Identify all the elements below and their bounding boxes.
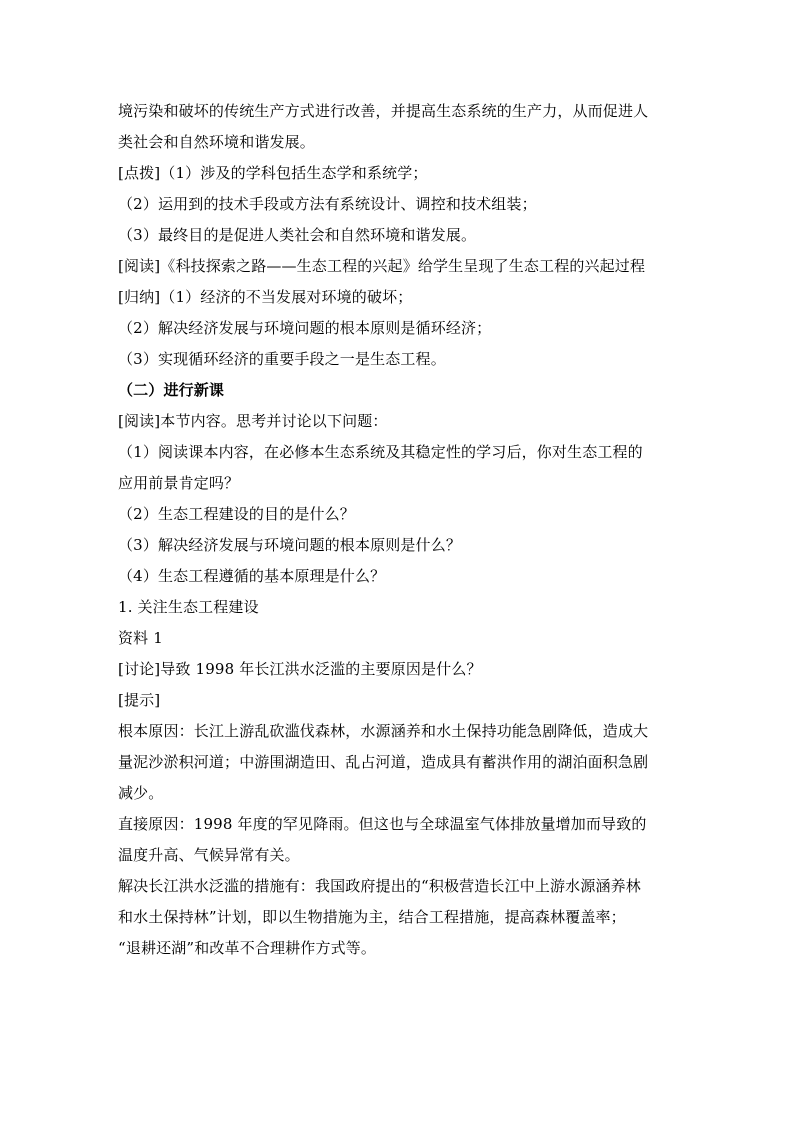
material-label: 资料 1: [118, 629, 163, 647]
question-line: 应用前景肯定吗？: [118, 474, 240, 492]
paragraph-line: 根本原因：长江上游乱砍滥伐森林，水源涵养和水土保持功能急剧降低，造成大: [118, 722, 649, 740]
document-body: [118, 96, 678, 964]
tip-label: [提示]: [118, 691, 161, 709]
paragraph-line: 和水土保持林”计划，即以生物措施为主，结合工程措施，提高森林覆盖率；: [118, 908, 626, 926]
paragraph-line: 直接原因：1998 年度的罕见降雨。但这也与全球温室气体排放量增加而导致的: [118, 815, 647, 833]
discussion-line: [讨论]导致 1998 年长江洪水泛滥的主要原因是什么？: [118, 660, 482, 678]
hint-line: （2）运用到的技术手段或方法有系统设计、调控和技术组装；: [118, 195, 537, 213]
summary-line: （2）解决经济发展与环境问题的根本原则是循环经济；: [118, 319, 492, 337]
summary-line: [归纳]（1）经济的不当发展对环境的破坏；: [118, 288, 413, 306]
hint-line: [点拨]（1）涉及的学科包括生态学和系统学；: [118, 164, 428, 182]
paragraph-line: 减少。: [118, 784, 164, 802]
question-line: （4）生态工程遵循的基本原理是什么？: [118, 567, 386, 585]
paragraph-line: 温度升高、气候异常有关。: [118, 846, 300, 864]
paragraph-line: “退耕还湖”和改革不合理耕作方式等。: [118, 939, 377, 957]
question-line: （1）阅读课本内容，在必修本生态系统及其稳定性的学习后，你对生态工程的: [118, 443, 643, 461]
paragraph-line: 类社会和自然环境和谐发展。: [118, 133, 315, 151]
paragraph-line: 量泥沙淤积河道；中游围湖造田、乱占河道，造成具有蓄洪作用的湖泊面积急剧: [118, 753, 649, 771]
subsection-heading: 1. 关注生态工程建设: [118, 598, 259, 616]
reading-line: [阅读]《科技探索之路——生态工程的兴起》给学生呈现了生态工程的兴起过程: [118, 257, 646, 275]
hint-line: （3）最终目的是促进人类社会和自然环境和谐发展。: [118, 226, 477, 244]
paragraph-line: 解决长江洪水泛滥的措施有：我国政府提出的“积极营造长江中上游水源涵养林: [118, 877, 641, 895]
question-line: （3）解决经济发展与环境问题的根本原则是什么？: [118, 536, 461, 554]
reading-line: [阅读]本节内容。思考并讨论以下问题：: [118, 412, 388, 430]
paragraph-line: 境污染和破坏的传统生产方式进行改善，并提高生态系统的生产力，从而促进人: [118, 102, 649, 120]
section-heading: （二）进行新课: [118, 381, 225, 399]
question-line: （2）生态工程建设的目的是什么？: [118, 505, 355, 523]
summary-line: （3）实现循环经济的重要手段之一是生态工程。: [118, 350, 446, 368]
